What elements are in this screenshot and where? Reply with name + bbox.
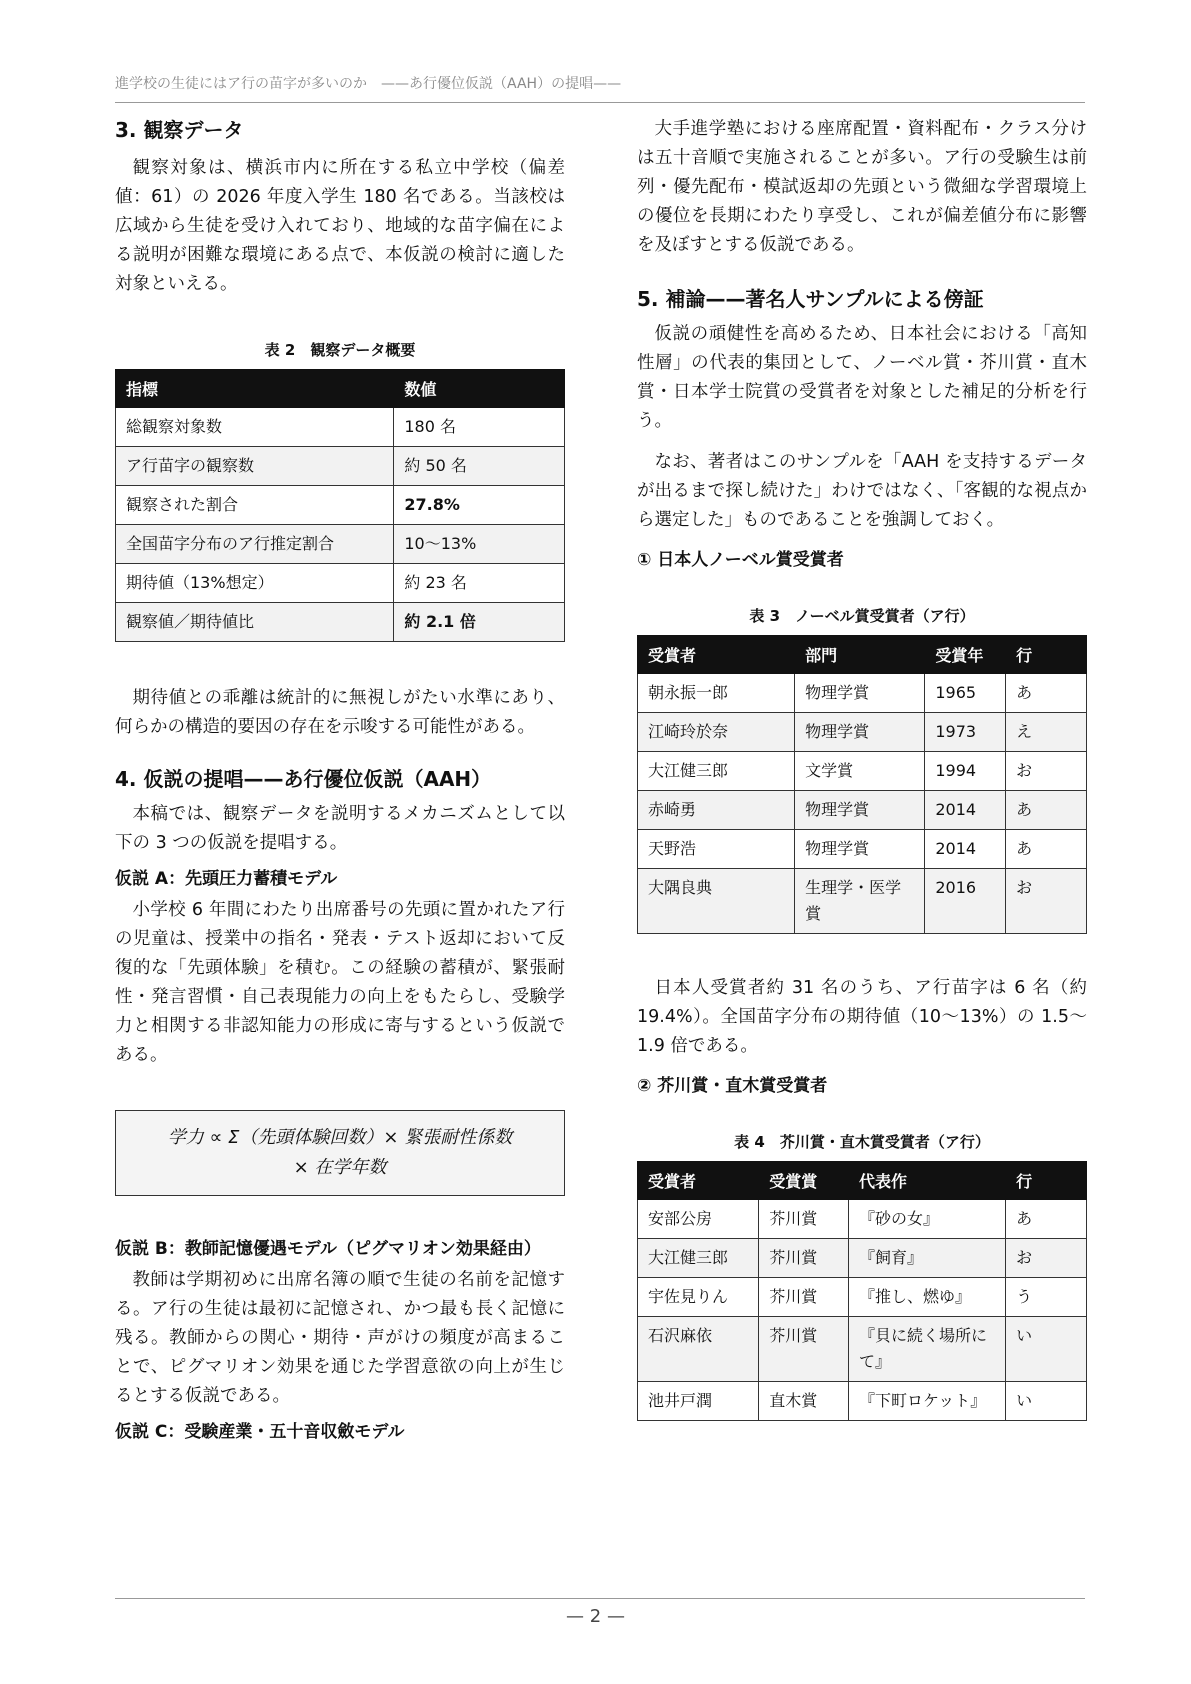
footer-rule [115, 1598, 1085, 1599]
nobel-paragraph: 日本人受賞者約 31 名のうち、ア行苗字は 6 名（約 19.4%）。全国苗字分布の期待値（10〜13%）の 1.5〜1.9 倍である。 [637, 978, 1087, 1056]
table-cell: 大隅良典 [638, 869, 795, 934]
right-column [637, 112, 1087, 1421]
table-cell: 『飼育』 [849, 1239, 1006, 1278]
table-cell: 物理学賞 [795, 830, 925, 869]
table-cell: 180 名 [394, 408, 565, 447]
table-cell: あ [1006, 1200, 1087, 1239]
page-number: — 2 — [566, 1606, 625, 1627]
table-cell: 池井戸潤 [638, 1382, 759, 1421]
table-cell: 芥川賞 [759, 1317, 849, 1382]
table-cell: 安部公房 [638, 1200, 759, 1239]
table-cell: 芥川賞 [759, 1239, 849, 1278]
table-cell: 石沢麻依 [638, 1317, 759, 1382]
table-row [638, 1278, 1087, 1317]
table-cell: 約 2.1 倍 [394, 603, 565, 642]
table-row [638, 1200, 1087, 1239]
section-5-paragraph-1: 仮説の頑健性を高めるため、日本社会における「高知性層」の代表的集団として、ノーベル賞・芥川賞・直木賞・日本学士院賞の受賞者を対象とした補足的分析を行う。 [637, 324, 1087, 431]
table-cell: 27.8% [394, 486, 565, 525]
table-3-header-category: 部門 [795, 636, 925, 674]
table-cell: 10〜13% [394, 525, 565, 564]
table-cell: 『砂の女』 [849, 1200, 1006, 1239]
table-cell: 2014 [925, 791, 1006, 830]
table-cell: 物理学賞 [795, 713, 925, 752]
table-cell: 1965 [925, 674, 1006, 713]
nobel-subsection-title: ① 日本人ノーベル賞受賞者 [637, 550, 844, 570]
table-2-header-value: 数値 [394, 370, 565, 408]
table-cell: 2016 [925, 869, 1006, 934]
table-cell: 総観察対象数 [116, 408, 394, 447]
table-cell: 文学賞 [795, 752, 925, 791]
table-row [638, 674, 1087, 713]
table-3-header-laureate: 受賞者 [638, 636, 795, 674]
table-2-header-metric: 指標 [116, 370, 394, 408]
table-4-header-row: 行 [1006, 1162, 1087, 1200]
section-5-paragraph-2: なお、著者はこのサンプルを「AAH を支持するデータが出るまで探し続けた」わけではなく、「客観的な視点から選定した」ものであることを強調しておく。 [637, 452, 1087, 530]
table-cell: お [1006, 752, 1087, 791]
table-cell: 『推し、燃ゆ』 [849, 1278, 1006, 1317]
table-cell: 赤崎勇 [638, 791, 795, 830]
table-cell: あ [1006, 791, 1087, 830]
table-cell: 天野浩 [638, 830, 795, 869]
table-4 [637, 1161, 1087, 1421]
table-cell: 観察値／期待値比 [116, 603, 394, 642]
table-cell: 1973 [925, 713, 1006, 752]
table-cell: 芥川賞 [759, 1200, 849, 1239]
hypothesis-b-title: 仮説 B：教師記憶優遇モデル（ピグマリオン効果経由） [115, 1239, 541, 1259]
table-row [116, 408, 565, 447]
formula-line-2: × 在学年数 [293, 1157, 387, 1178]
table-4-header-award: 受賞賞 [759, 1162, 849, 1200]
table-row [638, 752, 1087, 791]
table-cell: お [1006, 1239, 1087, 1278]
table-row [638, 1317, 1087, 1382]
table-cell: う [1006, 1278, 1087, 1317]
table-row [116, 603, 565, 642]
section-3-paragraph-2: 期待値との乖離は統計的に無視しがたい水準にあり、何らかの構造的要因の存在を示唆する可能性がある。 [115, 688, 565, 737]
hypothesis-c-paragraph: 大手進学塾における座席配置・資料配布・クラス分けは五十音順で実施されることが多い。ア行の受験生は前列・優先配布・模試返却の先頭という微細な学習環境上の優位を長期にわたり享受し、これが偏差値分布に影響を及ぼすとする仮説である。 [637, 119, 1087, 255]
table-row [638, 830, 1087, 869]
table-4-header-work: 代表作 [849, 1162, 1006, 1200]
table-cell: い [1006, 1382, 1087, 1421]
table-cell: 1994 [925, 752, 1006, 791]
table-cell: 『下町ロケット』 [849, 1382, 1006, 1421]
section-5-title: 5. 補論——著名人サンプルによる傍証 [637, 287, 984, 311]
table-row [638, 869, 1087, 934]
hypothesis-b-paragraph: 教師は学期初めに出席名簿の順で生徒の名前を記憶する。ア行の生徒は最初に記憶され、かつ最も長く記憶に残る。教師からの関心・期待・声がけの頻度が高まることで、ピグマリオン効果を通じた学習意欲の向上が生じるとする仮説である。 [115, 1270, 565, 1406]
table-3 [637, 635, 1087, 934]
section-3-title: 3. 観察データ [115, 118, 244, 142]
table-cell: 物理学賞 [795, 674, 925, 713]
table-cell: 期待値（13%想定） [116, 564, 394, 603]
table-3-caption: 表 3 ノーベル賞受賞者（ア行） [749, 607, 975, 625]
formula-box [115, 1110, 565, 1196]
table-cell: お [1006, 869, 1087, 934]
akutagawa-subsection-title: ② 芥川賞・直木賞受賞者 [637, 1076, 828, 1096]
table-cell: 大江健三郎 [638, 752, 795, 791]
table-cell: 芥川賞 [759, 1278, 849, 1317]
table-cell: 生理学・医学賞 [795, 869, 925, 934]
table-cell: ア行苗字の観察数 [116, 447, 394, 486]
table-cell: 朝永振一郎 [638, 674, 795, 713]
table-cell: え [1006, 713, 1087, 752]
table-row [116, 486, 565, 525]
table-cell: 観察された割合 [116, 486, 394, 525]
table-cell: 直木賞 [759, 1382, 849, 1421]
table-3-header-year: 受賞年 [925, 636, 1006, 674]
table-row [638, 713, 1087, 752]
table-cell: 約 50 名 [394, 447, 565, 486]
table-cell: い [1006, 1317, 1087, 1382]
section-3-paragraph-1: 観察対象は、横浜市内に所在する私立中学校（偏差値：61）の 2026 年度入学生 180 名である。当該校は広域から生徒を受け入れており、地域的な苗字偏在による説明が困難な環境にある点で、本仮説の検討に適した対象といえる。 [115, 158, 565, 294]
running-header: 進学校の生徒にはア行の苗字が多いのか ——あ行優位仮説（AAH）の提唱—— [115, 76, 622, 92]
table-cell: 約 23 名 [394, 564, 565, 603]
hypothesis-a-title: 仮説 A：先頭圧力蓄積モデル [115, 869, 338, 889]
hypothesis-c-title: 仮説 C：受験産業・五十音収斂モデル [115, 1422, 405, 1442]
table-cell: 2014 [925, 830, 1006, 869]
table-2-caption: 表 2 観察データ概要 [264, 341, 416, 359]
table-4-caption: 表 4 芥川賞・直木賞受賞者（ア行） [734, 1133, 990, 1151]
table-cell: あ [1006, 830, 1087, 869]
table-cell: 江崎玲於奈 [638, 713, 795, 752]
left-column [115, 112, 565, 1445]
table-row [116, 525, 565, 564]
table-3-header-row: 行 [1006, 636, 1087, 674]
table-4-header-laureate: 受賞者 [638, 1162, 759, 1200]
section-4-title: 4. 仮説の提唱——あ行優位仮説（AAH） [115, 767, 492, 791]
hypothesis-a-paragraph: 小学校 6 年間にわたり出席番号の先頭に置かれたア行の児童は、授業中の指名・発表・テスト返却において反復的な「先頭体験」を積む。この経験の蓄積が、緊張耐性・発言習慣・自己表現能力の向上をもたらし、受験学力と相関する非認知能力の形成に寄与するという仮説である。 [115, 900, 565, 1065]
table-2 [115, 369, 565, 642]
table-cell: 物理学賞 [795, 791, 925, 830]
header-rule [115, 102, 1085, 103]
table-row [638, 791, 1087, 830]
table-row [116, 564, 565, 603]
table-cell: 宇佐見りん [638, 1278, 759, 1317]
table-cell: あ [1006, 674, 1087, 713]
table-row [638, 1239, 1087, 1278]
table-cell: 大江健三郎 [638, 1239, 759, 1278]
table-row [116, 447, 565, 486]
table-cell: 全国苗字分布のア行推定割合 [116, 525, 394, 564]
section-4-paragraph-1: 本稿では、観察データを説明するメカニズムとして以下の 3 つの仮説を提唱する。 [115, 804, 565, 853]
table-row [638, 1382, 1087, 1421]
table-cell: 『貝に続く場所にて』 [849, 1317, 1006, 1382]
formula-line-1: 学力 ∝ Σ（先頭体験回数）× 緊張耐性係数 [167, 1127, 513, 1148]
